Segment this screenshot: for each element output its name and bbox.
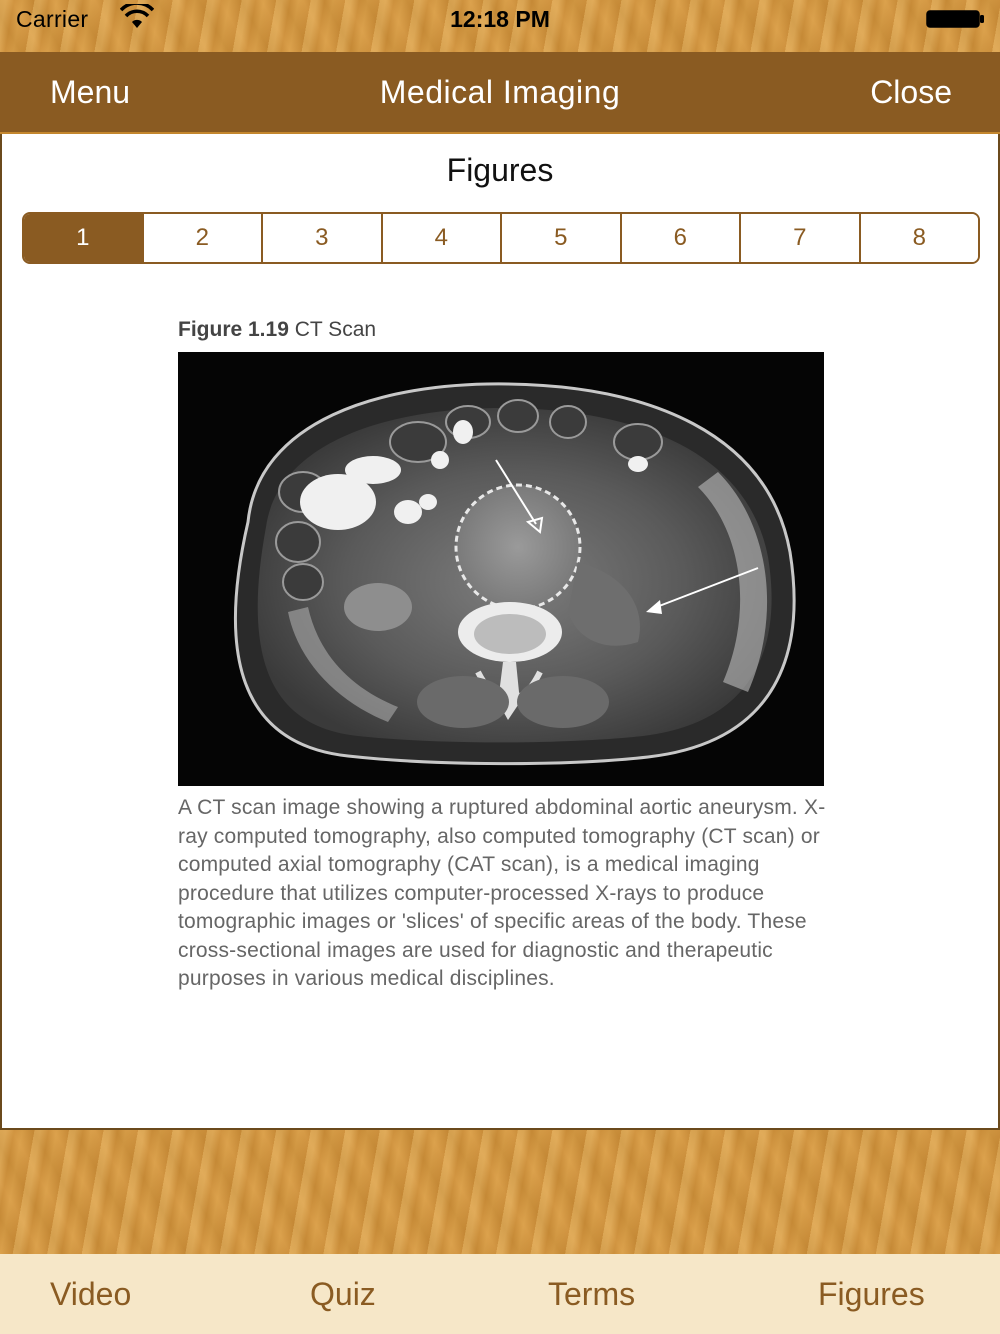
figure-description: A CT scan image showing a ruptured abdominal aortic aneurysm. X-ray computed tomography, also computed tomography (CT scan) or computed axial tomography (CAT scan), is a medical imaging procedure that utilizes computer-processed X-rays to produce tomographic images or 'slices' of specific areas of the body. These cross-sectional images are used for diagnostic and therapeutic purposes in various medical disciplines. bbox=[178, 796, 826, 990]
figure-number: Figure 1.19 bbox=[178, 318, 289, 341]
segment-3[interactable]: 3 bbox=[263, 214, 383, 262]
tab-video[interactable]: Video bbox=[50, 1276, 132, 1312]
status-bar bbox=[0, 0, 1000, 52]
page-title: Medical Imaging bbox=[379, 74, 621, 110]
navigation-bar bbox=[0, 52, 1000, 134]
tab-terms[interactable]: Terms bbox=[548, 1276, 636, 1312]
segment-2[interactable]: 2 bbox=[144, 214, 264, 262]
segment-8[interactable]: 8 bbox=[861, 214, 979, 262]
figure-segmented-control bbox=[22, 212, 980, 264]
segment-4[interactable]: 4 bbox=[383, 214, 503, 262]
tab-bar bbox=[0, 1254, 1000, 1334]
figure-title: CT Scan bbox=[294, 318, 377, 341]
figure-content bbox=[0, 134, 1000, 1130]
menu-button[interactable]: Menu bbox=[50, 74, 131, 110]
segment-1[interactable]: 1 bbox=[24, 214, 144, 262]
figure-caption bbox=[178, 318, 376, 342]
tab-quiz[interactable]: Quiz bbox=[310, 1276, 376, 1312]
wood-background bbox=[0, 1130, 1000, 1254]
battery-icon bbox=[926, 10, 986, 28]
segment-5[interactable]: 5 bbox=[502, 214, 622, 262]
section-heading: Figures bbox=[446, 152, 554, 188]
carrier-label: Carrier bbox=[16, 6, 89, 32]
status-time: 12:18 PM bbox=[450, 6, 550, 32]
ct-scan-image[interactable] bbox=[178, 352, 824, 786]
segment-7[interactable]: 7 bbox=[741, 214, 861, 262]
segment-6[interactable]: 6 bbox=[622, 214, 742, 262]
close-button[interactable]: Close bbox=[870, 74, 952, 110]
tab-figures[interactable]: Figures bbox=[818, 1276, 925, 1312]
